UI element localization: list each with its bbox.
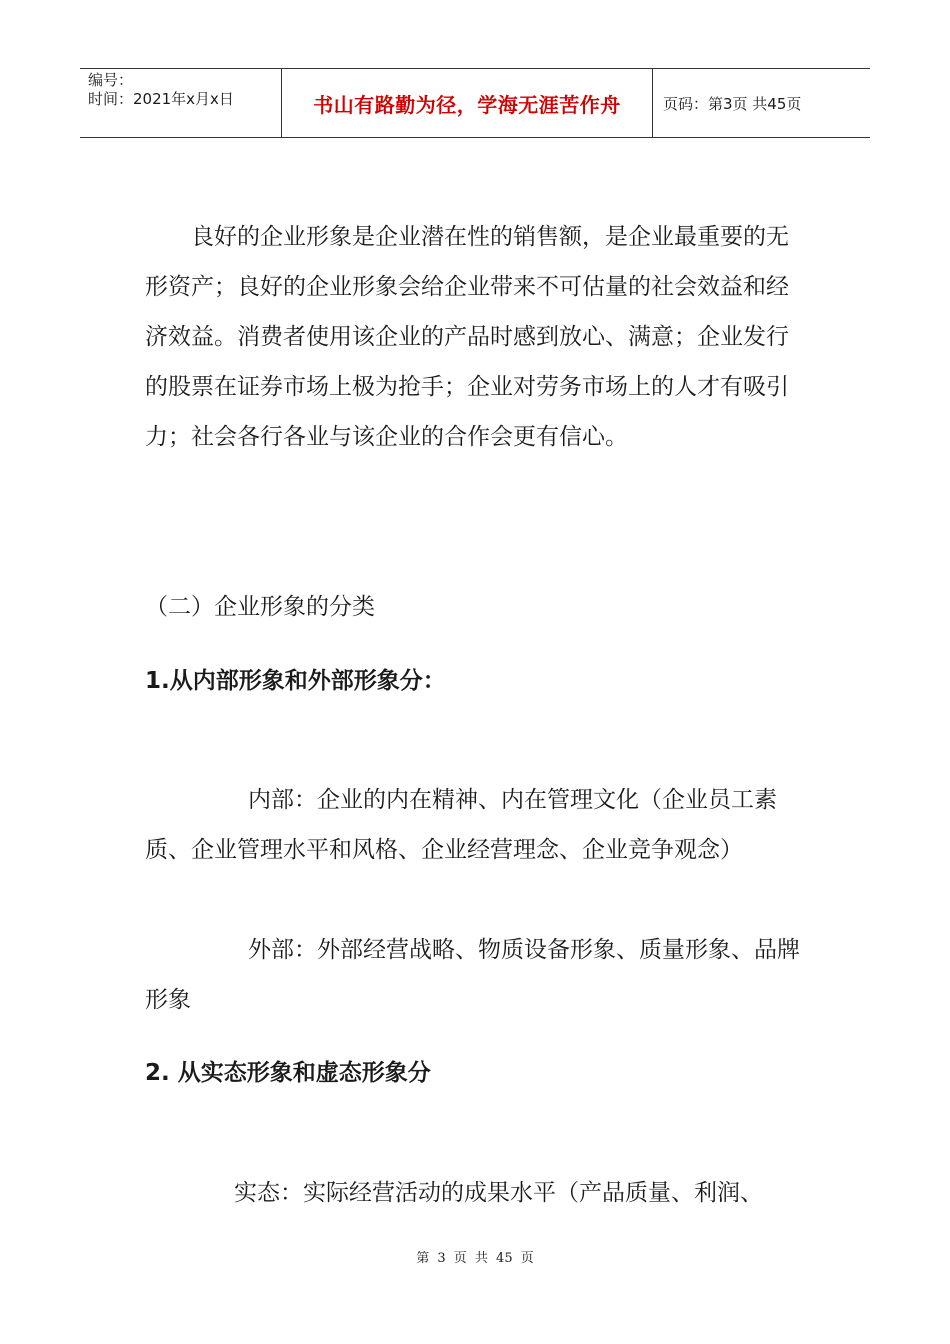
real-image-paragraph: 实态：实际经营活动的成果水平（产品质量、利润、 [234, 1180, 763, 1206]
section-heading: （二）企业形象的分类 [145, 594, 375, 620]
page-footer: 第 3 页 共 45 页 [416, 1251, 534, 1266]
sub-heading-1: 1.从内部形象和外部形象分： [145, 668, 446, 694]
outer-image-paragraph: 外部：外部经营战略、物质设备形象、质量形象、品牌形象 [145, 937, 800, 1013]
sub-heading-2: 2. 从实态形象和虚态形象分 [145, 1060, 431, 1086]
document-time-label: 时间：2021年x月x日 [88, 90, 234, 108]
header-page-info: 页码：第3页 共45页 [663, 94, 802, 113]
page-header [80, 68, 870, 138]
document-number-label: 编号： [88, 71, 134, 89]
inner-image-paragraph: 内部：企业的内在精神、内在管理文化（企业员工素质、企业管理水平和风格、企业经营理念、企业竞争观念） [145, 787, 777, 863]
header-meta [80, 69, 282, 137]
body-paragraph-1: 良好的企业形象是企业潜在性的销售额，是企业最重要的无形资产；良好的企业形象会给企业带来不可估量的社会效益和经济效益。消费者使用该企业的产品时感到放心、满意；企业发行的股票在证券市场上极为抢手；企业对劳务市场上的人才有吸引力；社会各行各业与该企业的合作会更有信心。 [145, 224, 789, 450]
header-motto: 书山有路勤为径，学海无涯苦作舟 [282, 69, 653, 137]
